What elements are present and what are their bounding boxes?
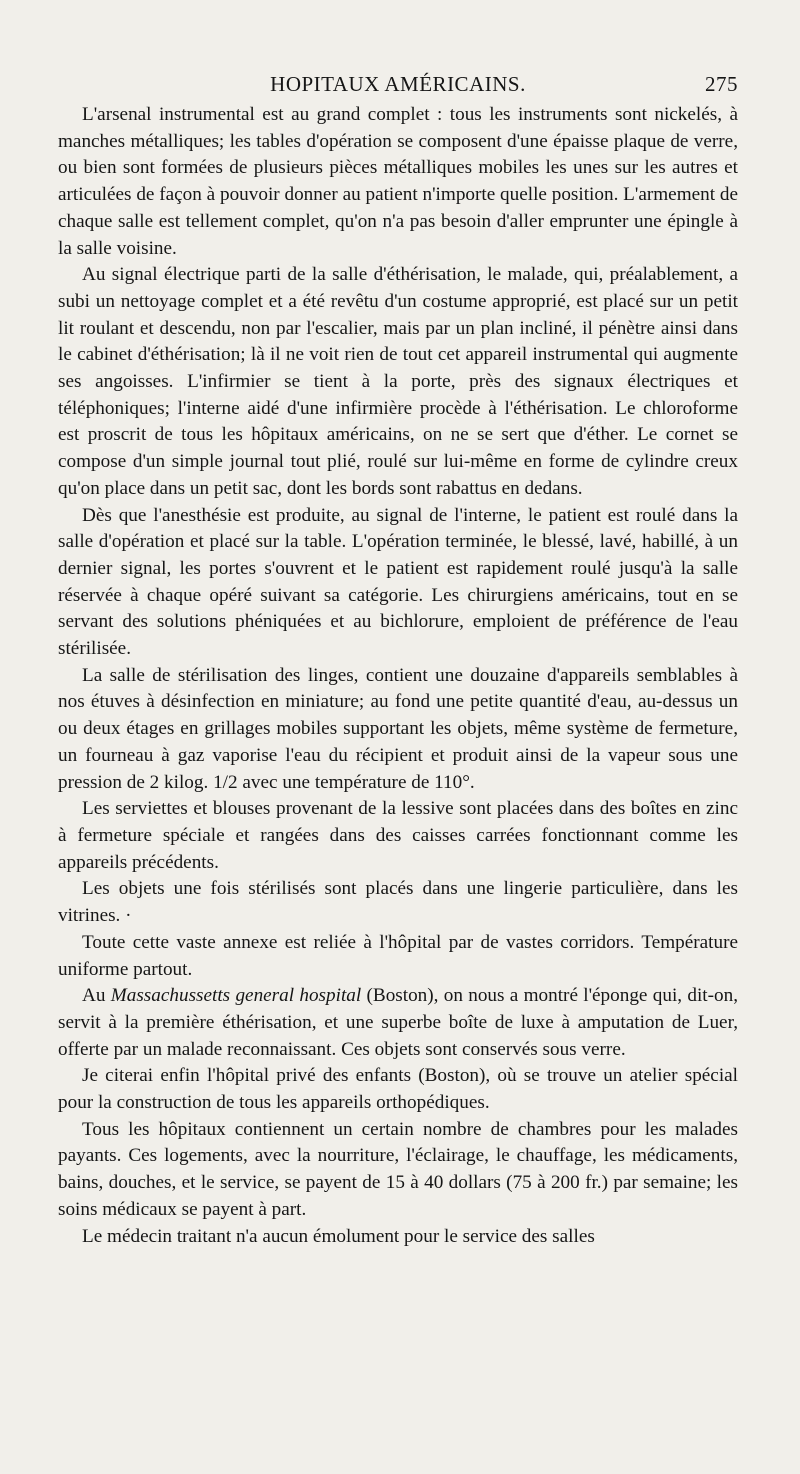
mgh-before: Au (82, 985, 111, 1007)
body-text (58, 102, 738, 1250)
page-header (58, 62, 738, 96)
paragraph-operation: Dès que l'anesthésie est produite, au signal de l'interne, le patient est roulé dans la salle d'opération et placé sur la table. L'opération terminée, le blessé, lavé, habillé, à un dernier signal, les portes s'ouvrent et le patient est rapidement roulé jusqu'à la salle réservée à chaque opéré suivant sa catégorie. Les chirurgiens américains, tout en se servant des solutions phéniquées et au bichlorure, emploient de préférence de l'eau stérilisée. (58, 504, 738, 660)
mgh-after: (Boston), on nous a montré l'éponge qui, dit-on, servit à la première éthérisation, et une superbe boîte de luxe à amputation de Luer, offerte par un malade reconnaissant. Ces objets sont conservés sous verre. (58, 985, 738, 1060)
paragraph-chambres-payants: Tous les hôpitaux contiennent un certain nombre de chambres pour les malades payants. Ces logements, avec la nourriture, l'éclairage, le chauffage, les médicaments, bains, douches, et le service, se payent de 15 à 40 dollars (75 à 200 fr.) par semaine; les soins médicaux se payent à part. (58, 1118, 738, 1220)
paragraph-etherisation: Au signal électrique parti de la salle d'éthérisation, le malade, qui, préalablement, a subi un nettoyage complet et a été revêtu d'un costume approprié, est placé sur un petit lit roulant et descendu, non par l'escalier, mais par un plan incliné, il pénètre ainsi dans le cabinet d'éthérisation; là il ne voit rien de tout cet appareil instrumental qui augmente ses angoisses. L'infirmier se tient à la porte, près des signaux électriques et téléphoniques; l'interne aidé d'une infirmière procède à l'éthérisation. Le chloroforme est proscrit de tous les hôpitaux américains, on ne se sert que d'éther. Le cornet se compose d'un simple journal tout plié, roulé sur lui-même en forme de cylindre creux qu'on place dans un petit sac, dont les bords sont rabattus en dedans. (58, 264, 738, 499)
paragraph-serviettes: Les serviettes et blouses provenant de la lessive sont placées dans des boîtes en zinc à fermeture spéciale et rangées dans des caisses carrées fonctionnant comme les appareils précédents. (58, 798, 738, 873)
paragraph-annexe: Toute cette vaste annexe est reliée à l'hôpital par de vastes corridors. Température uniforme partout. (58, 931, 738, 980)
paragraph-instruments: L'arsenal instrumental est au grand complet : tous les instruments sont nickelés, à manches métalliques; les tables d'opération se composent d'une épaisse plaque de verre, ou bien sont formées de plusieurs pièces métalliques mobiles les unes sur les autres et articulées de façon à pouvoir donner au patient n'importe quelle position. L'armement de chaque salle est tellement complet, qu'on n'a pas besoin d'aller emprunter une épingle à la salle voisine. (58, 104, 738, 259)
running-title: HOPITAUX AMÉRICAINS. (270, 72, 526, 96)
paragraph-objets-steriles: Les objets une fois stérilisés sont placés dans une lingerie particulière, dans les vitrines. · (58, 878, 738, 927)
paragraph-sterilisation-linges: La salle de stérilisation des linges, contient une douzaine d'appareils semblables à nos étuves à désinfection en miniature; au fond une petite quantité d'eau, au-dessus un ou deux étages en grillages mobiles supportant les objets, même système de fermeture, un fourneau à gaz vaporise l'eau du récipient et produit ainsi de la vapeur sous une pression de 2 kilog. 1/2 avec une température de 110°. (58, 664, 738, 793)
page-number: 275 (705, 72, 738, 96)
hospital-name-italic: Massachussetts general hospital (110, 985, 362, 1007)
paragraph-massachussetts (58, 983, 738, 1063)
paragraph-medecin-traitant: Le médecin traitant n'a aucun émolument pour le service des salles (82, 1225, 595, 1247)
paragraph-hopital-enfants: Je citerai enfin l'hôpital privé des enfants (Boston), où se trouve un atelier spécial pour la construction de tous les appareils orthopédiques. (58, 1065, 738, 1114)
